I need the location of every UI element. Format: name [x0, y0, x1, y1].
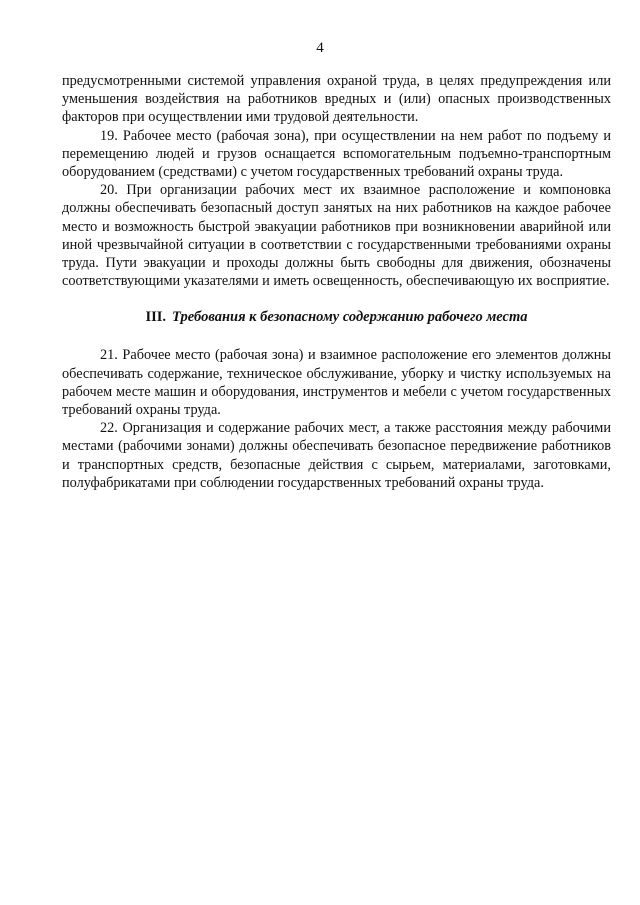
page-number: 4	[316, 40, 324, 56]
paragraph-21: 21. Рабочее место (рабочая зона) и взаимное расположение его элементов должны обеспечивать содержание, техническое обслуживание, уборку и чистку используемых на рабочем месте машин и оборудования, инструментов и мебели с учетом государственных требований охраны труда.	[62, 347, 611, 419]
section-number: III.	[145, 309, 167, 326]
paragraph-20: 20. При организации рабочих мест их взаимное расположение и компоновка должны обеспечивать безопасный доступ занятых на них работников на каждое рабочее место и возможность быстрой эвакуации работников при возникновении аварийной или иной чрезвычайной ситуации в соответствии с государственными требованиями охраны труда. Пути эвакуации и проходы должны быть свободны для движения, обозначены соответствующими указателями и иметь освещенность, обеспечивающую их восприятие.	[62, 182, 611, 290]
paragraph-22: 22. Организация и содержание рабочих мест, а также расстояния между рабочими местами (рабочими зонами) должны обеспечивать безопасное передвижение работников и транспортных средств, безопасные действия с сырьем, материалами, заготовками, полуфабрикатами при соблюдении государственных требований охраны труда.	[62, 420, 611, 491]
document-body	[62, 72, 611, 492]
section-heading	[62, 308, 611, 326]
paragraph-19: 19. Рабочее место (рабочая зона), при осуществлении на нем работ по подъему и перемещению людей и грузов оснащается вспомогательным подъемно-транспортным оборудованием (средствами) с учетом государственных требований охраны труда.	[62, 127, 611, 181]
paragraph-continuation: предусмотренными системой управления охраной труда, в целях предупреждения или уменьшения воздействия на работников вредных и (или) опасных производственных факторов при осуществлении ими трудовой деятельности.	[62, 73, 611, 126]
section-title: Требования к безопасному содержанию рабочего места	[172, 309, 528, 326]
